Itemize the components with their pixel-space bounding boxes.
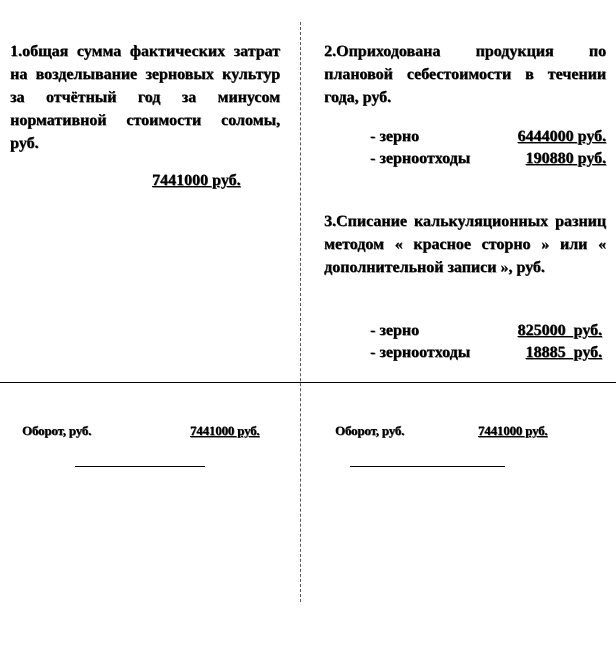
credit-balance-line	[350, 466, 505, 467]
horizontal-divider	[0, 382, 616, 383]
debit-turnover-label: Оборот, руб.	[22, 423, 92, 438]
debit-amount: 7441000 руб.	[152, 172, 241, 189]
row-label: - зерно	[370, 128, 419, 145]
row-label: - зерноотходы	[370, 344, 471, 361]
credit-turnover-label: Оборот, руб.	[335, 423, 405, 438]
row-label: - зерно	[370, 322, 419, 339]
turnover-amount: 7441000 руб.	[478, 423, 548, 438]
debit-entry-text: 1.общая сумма фактических затрат на возделывание зерновых культур за отчётный год за минусом нормативной стоимости соломы, руб.	[10, 43, 280, 152]
row-value: 6444000 руб.	[517, 128, 606, 145]
row-value: 18885 руб.	[525, 344, 602, 361]
turnover-amount: 7441000 руб.	[190, 423, 260, 438]
credit-turnover-value	[478, 423, 548, 439]
debit-turnover-value	[190, 423, 260, 439]
credit-entry-3-text: 3.Списание калькуляционных разниц методом « красное сторно » или « дополнительной записи », руб.	[324, 213, 606, 276]
row-label: - зерноотходы	[370, 150, 471, 167]
row-value: 825000 руб.	[517, 322, 602, 339]
credit-entry-2-text: 2.Оприходована продукция по плановой себестоимости в течении года, руб.	[324, 43, 606, 106]
debit-balance-line	[75, 466, 205, 467]
row-value: 190880 руб.	[525, 150, 606, 167]
vertical-divider	[300, 22, 301, 602]
